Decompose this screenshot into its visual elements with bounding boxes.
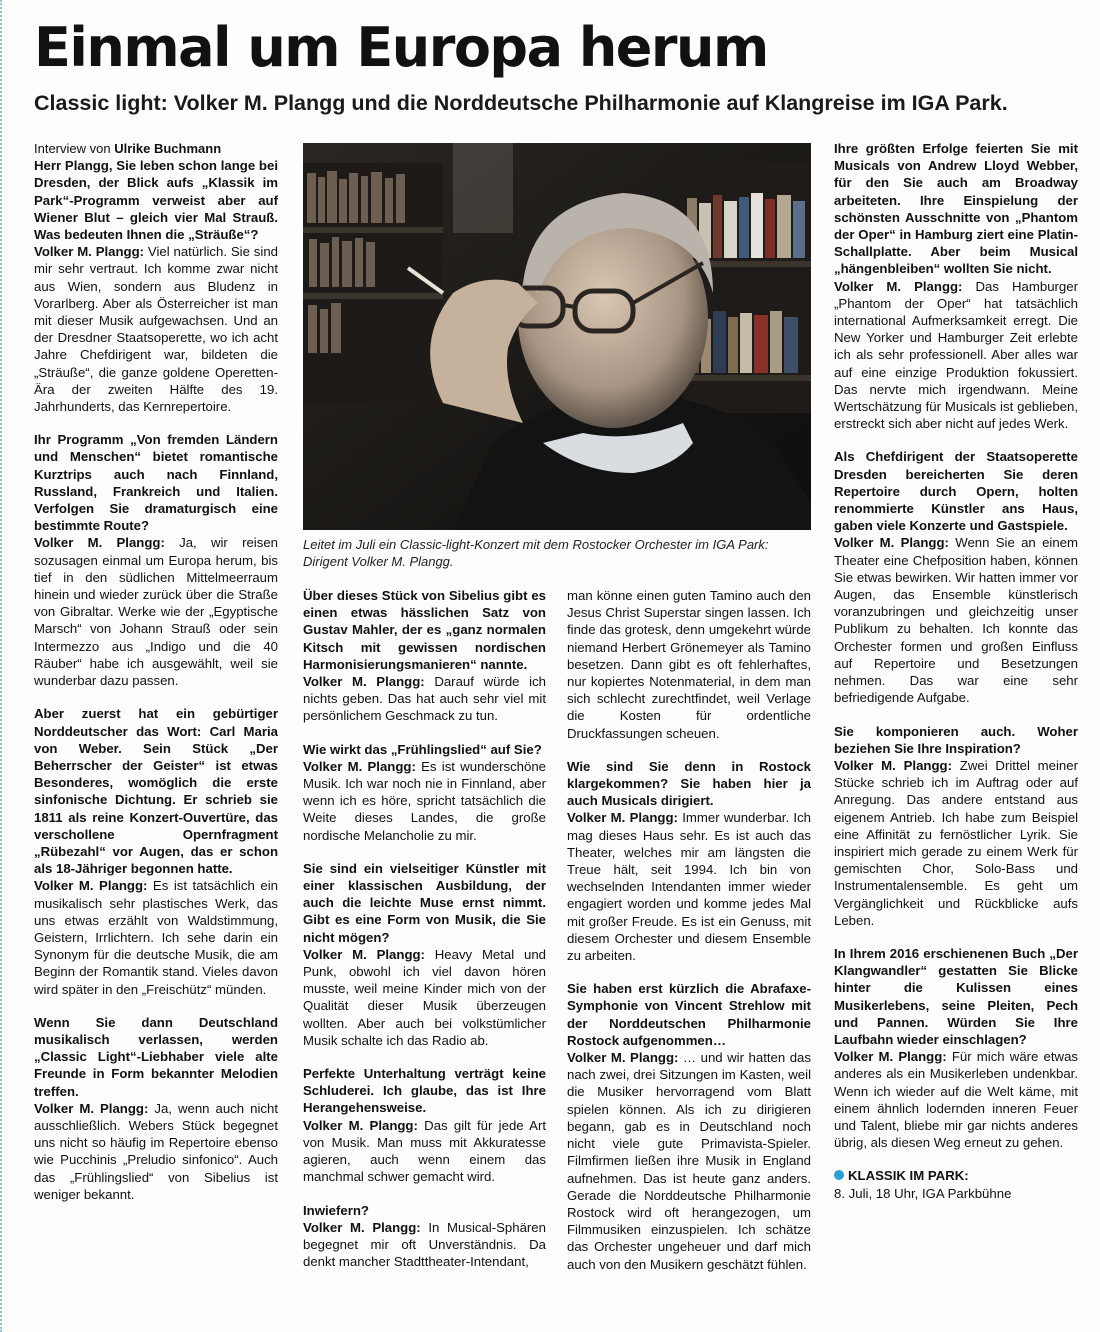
conductor-photo — [303, 143, 811, 530]
question: In Ihrem 2016 erschienenen Buch „Der Klangwandler“ gestatten Sie Blicke hinter die Kulissen eines Musikerlebens, seine Pleiten, Pech und Pannen. Würden Sie Ihre Laufbahn wieder einschlagen? — [834, 945, 1078, 1047]
answer-continued: man könne einen guten Tamino auch den Jesus Christ Superstar singen lassen. Ich finde das grotesk, denn umgekehrt würde niemand Herbert Grönemeyer als Tamino besetzen. Dann gibt es oft fehlerhaftes, nur kopiertes Notenmaterial, in dem man sich schlecht zurechtfindet, weil Verlage die Kosten für ordentliche Druckfassungen scheuen. — [567, 588, 811, 741]
answer-text: In Musical-Sphären begegnet mir oft Unverständnis. Da denkt mancher Stadttheater-Intendant, — [303, 1219, 546, 1270]
answer — [834, 757, 1078, 929]
question: Perfekte Unterhaltung verträgt keine Schluderei. Ich glaube, das ist Ihre Herangehensweise. — [303, 1066, 546, 1116]
speaker-label: Volker M. Plangg: — [34, 1100, 149, 1116]
question: Sie sind ein vielseitiger Künstler mit einer klassischen Ausbildung, der auch die leichte Muse ernst nimmt. Gibt es eine Form von Musik, die Sie nicht mögen? — [303, 860, 546, 945]
answer — [303, 673, 546, 725]
question: Aber zuerst hat ein gebürtiger Norddeutscher das Wort: Carl Maria von Weber. Sein Stück „Der Beherrscher der Geister“ ist etwas Besonderes, womöglich die erste sinfonische Dichtung. Er schrieb sie 1811 als reine Konzert-Ouvertüre, das verschollene Opernfragment „Rübezahl“ vor Augen, das er schon als 18-Jähriger begonnen hatte. — [34, 706, 278, 877]
question: Wie sind Sie denn in Rostock klargekommen? Sie haben hier ja auch Musicals dirigiert. — [567, 758, 811, 809]
column-4 — [834, 140, 1078, 1202]
event-info-text: 8. Juli, 18 Uhr, IGA Parkbühne — [834, 1185, 1012, 1201]
answer-text: Wenn Sie an einem Theater eine Chefposition haben, können Sie etwas bewirken. Wir hatten immer vor Augen, das Ensemble künstlerisch voranzubringen und gleichzeitig unser Publikum zu behalten. Ich konnte das Orchester formen und großen Einfluss auf Repertoire und Besetzungen nehmen. Das war eine sehr befriedigende Aufgabe. — [834, 535, 1078, 706]
speaker-label: Volker M. Plangg: — [303, 758, 416, 774]
byline-author: Ulrike Buchmann — [114, 141, 222, 156]
headline: Einmal um Europa herum — [34, 16, 768, 79]
byline-prefix: Interview von — [34, 141, 111, 156]
speaker-label: Volker M. Plangg: — [567, 810, 678, 826]
answer-text: Darauf würde ich nichts geben. Das hat auch sehr viel mit persönlichem Geschmack zu tun. — [303, 674, 547, 724]
answer — [34, 877, 278, 997]
question: Herr Plangg, Sie leben schon lange bei Dresden, der Blick aufs „Klassik im Park“-Programm verweist aber auf Wiener Blut – gleich vier Mal Strauß. Was bedeuten Ihnen die „Sträuße“? — [34, 158, 278, 243]
question: Ihre größten Erfolge feierten Sie mit Musicals von Andrew Lloyd Webber, für den Sie auch am Broadway arbeiteten. Ihre Einspielung der schönsten Ausschnitte von „Phantom der Oper“ in Hamburg ziert eine Platin-Schallplatte. Aber beim Musical „hängenbleiben“ wollten Sie nicht. — [834, 141, 1078, 277]
speaker-label: Volker M. Plangg: — [834, 1049, 947, 1065]
event-info-title-text: KLASSIK IM PARK: — [848, 1168, 969, 1184]
answer — [303, 946, 546, 1049]
bullet-dot-icon — [834, 1170, 844, 1180]
column-3 — [567, 587, 811, 1273]
speaker-label: Volker M. Plangg: — [834, 535, 949, 551]
speaker-label: Volker M. Plangg: — [34, 878, 148, 894]
speaker-label: Volker M. Plangg: — [303, 946, 425, 962]
answer-text: Für mich wäre etwas anderes als ein Musikerleben undenkbar. Wenn ich wieder auf die Welt käme, mit einem ähnlich lodernden inneren Feuer und Talent, bliebe mir gar nichts anderes übrig, als diesen Weg erneut zu gehen. — [834, 1049, 1078, 1151]
answer-text: Es ist wunderschöne Musik. Ich war noch nie in Finnland, aber wenn ich es höre, spricht tatsächlich die Weite dieses Landes, die große nordische Melancholie zu mir. — [303, 758, 546, 843]
answer — [34, 1100, 278, 1203]
speaker-label: Volker M. Plangg: — [303, 1219, 421, 1235]
answer-text: Viel natürlich. Sie sind mir sehr vertraut. Ich komme zwar nicht aus Wien, sondern aus Bludenz in Vorarlberg. Aber als Österreicher ist man mit dieser Musik aufgewachsen. Und an der Dresdner Staatsoperette, wo ich acht Jahre Chefdirigent war, bildeten die „Sträuße“, die ganze goldene Operetten-Ära der zweiten Hälfte des 19. Jahrhunderts, das Kernrepertoire. — [34, 244, 278, 415]
question: Über dieses Stück von Sibelius gibt es einen etwas hässlichen Satz von Gustav Mahler, der es „ganz normalen Kitsch mit gewissen nordischen Harmonisierungsmanieren“ nannte. — [303, 588, 546, 672]
column-1 — [34, 140, 278, 1203]
question: Wenn Sie dann Deutschland musikalisch verlassen, werden „Classic Light“-Liebhaber viele alte Freunde in Form bekannter Melodien treffen. — [34, 1014, 278, 1099]
answer-text: Es ist tatsächlich ein musikalisch sehr plastisches Werk, das uns etwas erzählt von Waldstimmung, Geistern, Irrlichtern. Ich sehe darin ein Synonym für die deutsche Musik, die am Beginn der Romantik stand. Vieles davon wird später in den „Freischütz“ münden. — [34, 878, 278, 997]
event-info-title — [834, 1167, 1078, 1184]
byline — [34, 140, 278, 157]
answer — [567, 1049, 811, 1273]
question: Sie haben erst kürzlich die Abrafaxe-Symphonie von Vincent Strehlow mit der Norddeutschen Philharmonie Rostock aufgenommen… — [567, 981, 811, 1048]
speaker-label: Volker M. Plangg: — [303, 674, 425, 690]
photo-caption: Leitet im Juli ein Classic-light-Konzert mit dem Rostocker Orchester im IGA Park: Dirigent Volker M. Plangg. — [303, 537, 769, 569]
speaker-label: Volker M. Plangg: — [303, 1117, 418, 1133]
photo-illustration — [303, 143, 811, 530]
answer — [303, 758, 546, 844]
answer-text: … und wir hatten das nach zwei, drei Sitzungen im Kasten, weil die Musiker hervorragend vom Blatt spielen können. Als ich zu dirigieren begann, gab es in Deutschland noch nicht viele gute Primavista-Spieler. Filmfirmen ließen ihre Musik in England aufnehmen. Das ist heute ganz anders. Gerade die Norddeutsche Philharmonie Rostock wird oft herangezogen, um Filmmusiken einzuspielen. Ich schätze das Orchester ungeheuer und darf mich auch von den Musikern geschätzt fühlen. — [567, 1050, 811, 1272]
answer — [303, 1117, 546, 1186]
speaker-label: Volker M. Plangg: — [34, 244, 145, 260]
answer — [834, 1048, 1078, 1151]
answer — [567, 809, 811, 964]
speaker-label: Volker M. Plangg: — [34, 535, 165, 551]
question: Inwiefern? — [303, 1202, 369, 1218]
answer-text: Das Hamburger „Phantom der Oper“ hat tatsächlich international Aufmerksamkeit erregt. Die New Yorker und Hamburger Zeit erlebte ich als sehr professionell. Aber alles war auf eine einzige Produktion fokussiert. Das nervte mich irgendwann. Meine Wertschätzung für Musicals ist geblieben, erstreckt sich aber nicht auf jedes Werk. — [834, 278, 1078, 432]
answer-text: Zwei Drittel meiner Stücke schrieb ich im Auftrag oder auf Anregung. Das andere entstand aus eigenem Antrieb. Ich habe zum Beispiel eine Affinität zu fernöstlicher Lyrik. Sie inspiriert mich gerade zu einem Werk für gemischten Chor, Solo-Bass und Instrumentalensemble. Es geht um Vergänglichkeit und Rückblicke aufs Leben. — [834, 757, 1078, 928]
speaker-label: Volker M. Plangg: — [567, 1050, 679, 1066]
answer-text: Das gilt für jede Art von Musik. Man muss mit Akkuratesse agieren, auch wenn einem das manchmal schwer gemacht wird. — [303, 1117, 547, 1185]
column-2 — [303, 587, 546, 1270]
answer — [34, 534, 278, 689]
answer — [834, 278, 1078, 433]
answer — [303, 1219, 546, 1271]
question: Als Chefdirigent der Staatsoperette Dresden bereicherten Sie deren Repertoire durch Opern, holten renommierte Künstler ans Haus, gaben viele Konzerte und Gastspiele. — [834, 449, 1078, 534]
speaker-label: Volker M. Plangg: — [834, 278, 963, 294]
subtitle: Classic light: Volker M. Plangg und die Norddeutsche Philharmonie auf Klangreise im IGA Park. — [34, 91, 1008, 115]
question: Sie komponieren auch. Woher beziehen Sie Ihre Inspiration? — [834, 723, 1078, 756]
speaker-label: Volker M. Plangg: — [834, 757, 952, 773]
answer-text: Ja, wenn auch nicht ausschließlich. Webers Stück begegnet uns nicht so häufig im Repertoire ebenso wie Pucchinis „Preludio sinfonico“. Auch das „Frühlingslied“ von Sibelius ist weniger bekannt. — [34, 1100, 278, 1202]
answer-text: Immer wunderbar. Ich mag dieses Haus sehr. Es ist auch das Theater, welches mir am längsten die Treue hält, seit 1994. Ich bin von wechselnden Intendanten immer wieder engagiert worden und komme jedes Mal mit großer Freude. Es ist ein Genuss, mit diesem Orchester und diesem Ensemble zu arbeiten. — [567, 810, 811, 964]
question: Wie wirkt das „Frühlingslied“ auf Sie? — [303, 741, 542, 757]
answer-text: Heavy Metal und Punk, obwohl ich viel davon hören musste, weil meine Kinder mich von der Qualität dieser Musik überzeugen wollten. Aber auch bei volkstümlicher Musik schalte ich das Radio ab. — [303, 946, 546, 1048]
answer — [34, 243, 278, 415]
answer — [834, 534, 1078, 706]
question: Ihr Programm „Von fremden Ländern und Menschen“ bietet romantische Kurztrips auch nach Finnland, Russland, Frankreich und Italien. Verfolgen Sie dramaturgisch eine bestimmte Route? — [34, 432, 278, 534]
event-info-box — [834, 1167, 1078, 1201]
answer-text: Ja, wir reisen sozusagen einmal um Europa herum, bis tief in den südlichen Mittelmeerraum hinein und wieder zurück über die Straße von Gibraltar. Werke wie der „Egyptische Marsch“ von Johann Strauß oder sein Intermezzo aus „Indigo und die 40 Räuber“ habe ich ausgewählt, weil sie wunderbar dazu passen. — [34, 535, 278, 689]
